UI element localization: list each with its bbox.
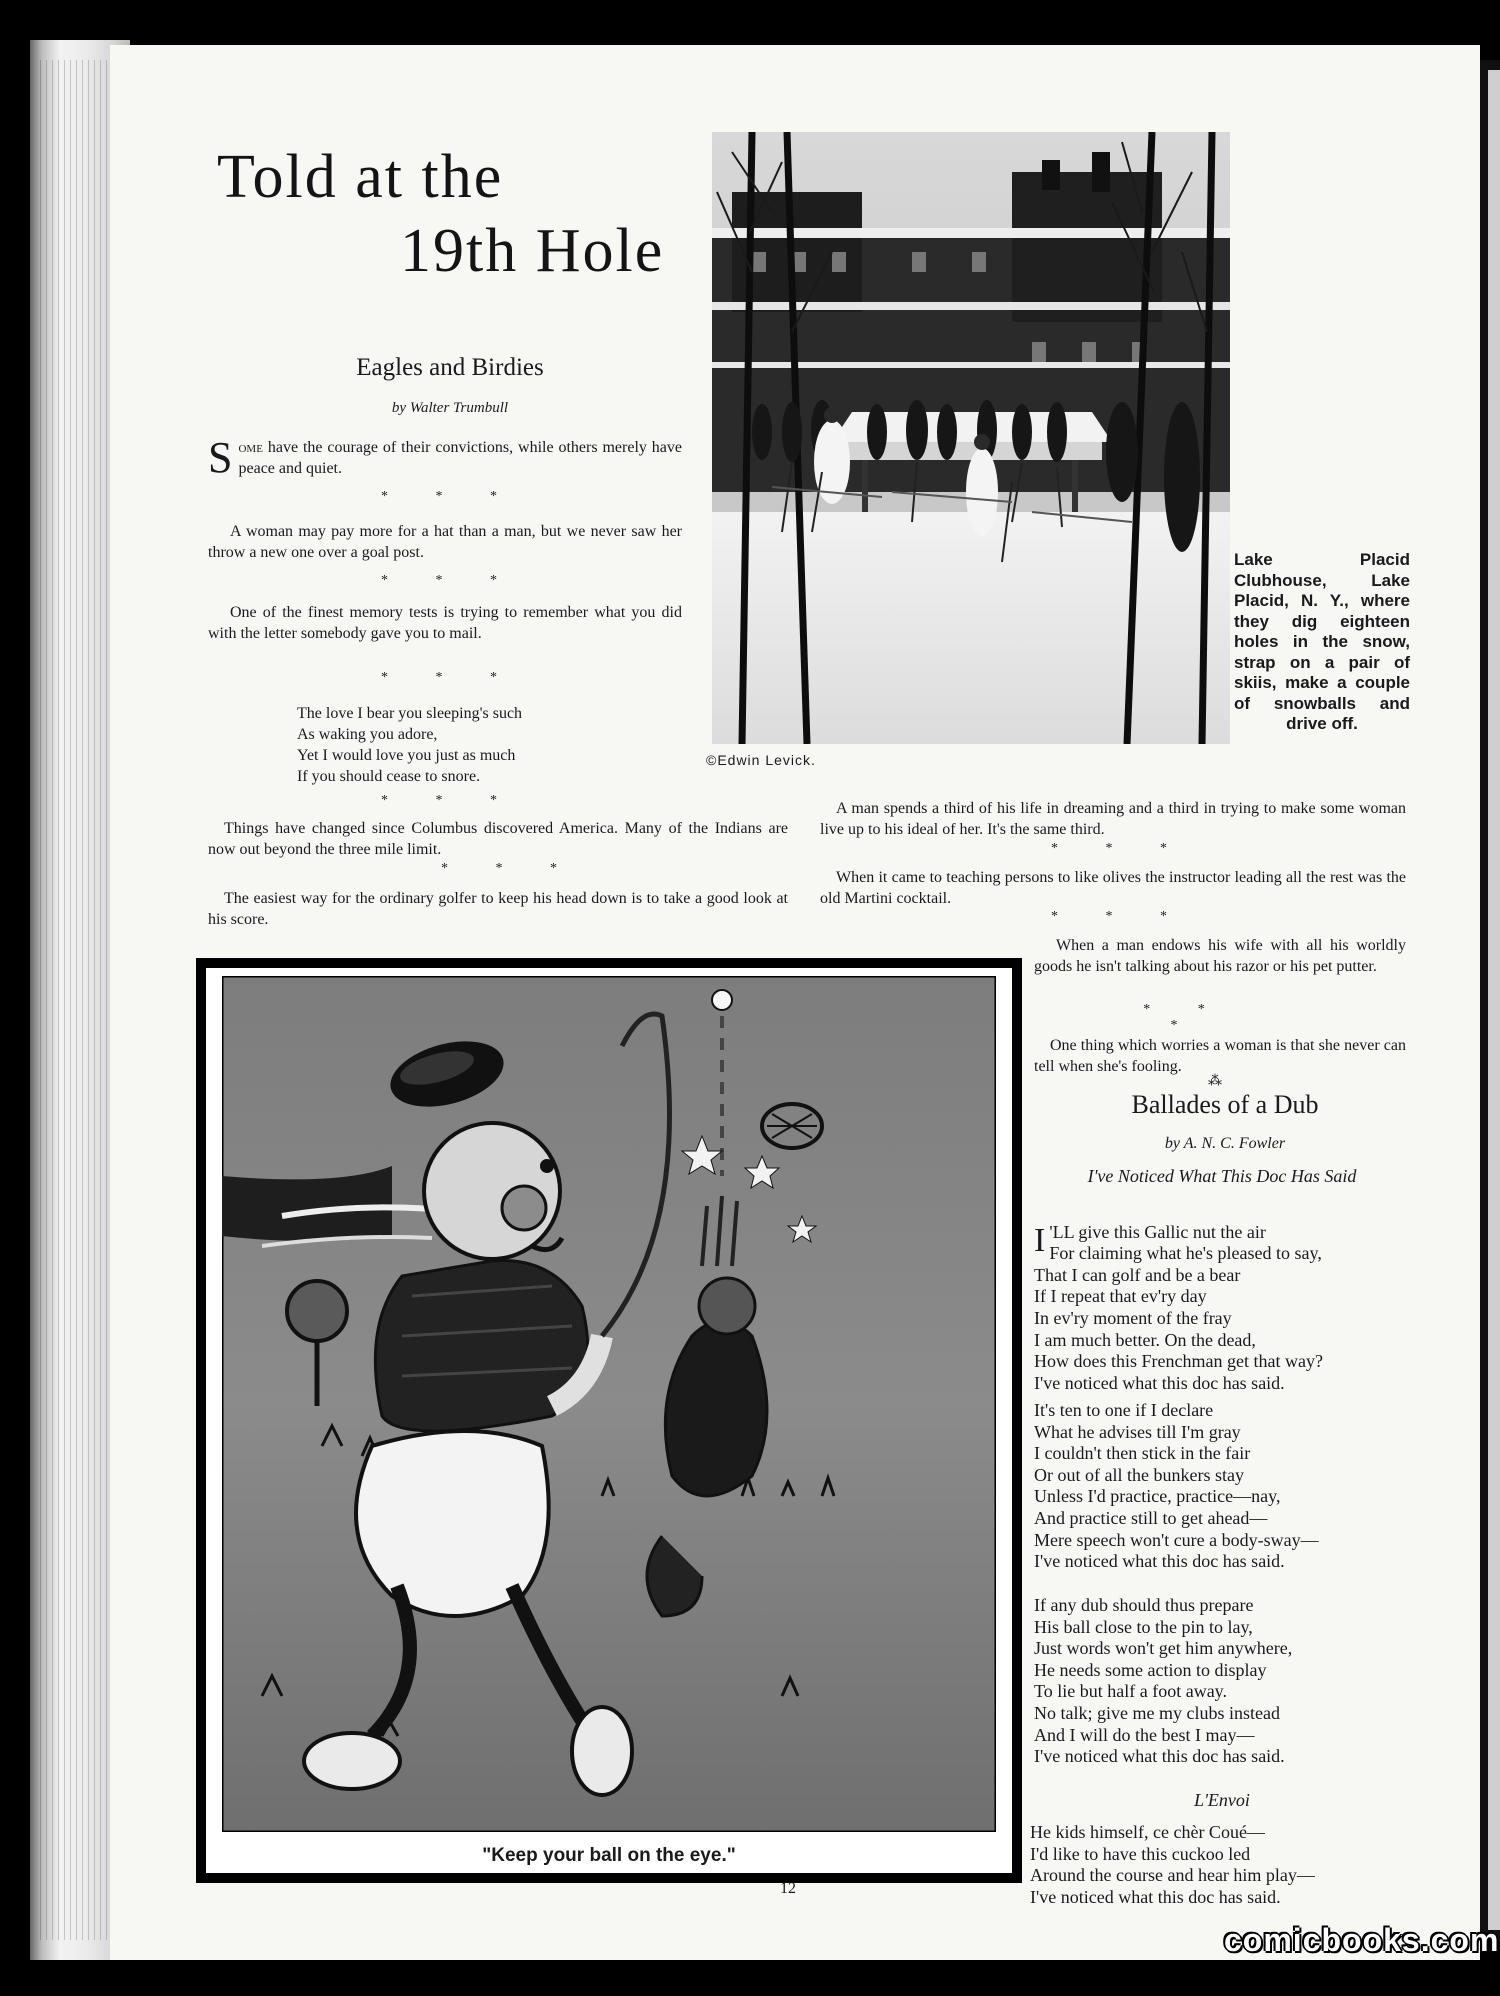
golfer-cartoon [222, 976, 996, 1832]
envoi-title: L'Envoi [1194, 1790, 1250, 1810]
article-byline: by Walter Trumbull [391, 400, 509, 416]
separator-stars: * * * [381, 573, 519, 588]
stanza-1-first-line: 'LL give this Gallic nut the air [1049, 1221, 1266, 1242]
page-title-line2: 19th Hole [400, 217, 665, 285]
ballades-byline: by A. N. C. Fowler [1164, 1135, 1286, 1152]
stanza-2: It's ten to one if I declare What he advises till I'm gray I couldn't then stick in the fair Or out of all the bunkers stay Unless I'd practice, practice—nay, And practice still to get ahead— Mere speech won't cure a body-sway— I've noticed what this doc has said. [1034, 1400, 1319, 1572]
separator-stars: * * * [381, 489, 519, 504]
paragraph-columbus: Things have changed since Columbus discovered America. Many of the Indians are now out beyond the three mile limit. [208, 820, 788, 858]
stanza-1 [1034, 1200, 1410, 1394]
paragraph-razor: When a man endows his wife with all his worldly goods he isn't talking about his razor or his pet putter. [1034, 937, 1406, 975]
separator-stars: * * * [1051, 909, 1189, 924]
clubhouse-photo-art [712, 132, 1230, 744]
clubhouse-photo [712, 132, 1230, 744]
poem-subtitle: I've Noticed What This Doc Has Said [1087, 1166, 1357, 1186]
stanza-dropcap: I [1034, 1221, 1046, 1259]
page-title-line1: Told at the [217, 143, 504, 211]
intro-text: have the courage of their convictions, while others merely have peace and quiet. [238, 439, 682, 477]
section-ornament: ⁂ [1208, 1074, 1222, 1089]
page-number: 12 [780, 1880, 796, 1897]
separator-stars: * * * [381, 670, 519, 685]
photo-credit: ©Edwin Levick. [706, 752, 816, 768]
cartoon-frame [196, 958, 1022, 1883]
stanza-3: If any dub should thus prepare His ball close to the pin to lay, Just words won't get him anywhere, He needs some action to display To lie but half a foot away. No talk; give me my clubs instead And I will do the best I may— I've noticed what this doc has said. [1034, 1595, 1293, 1767]
paragraph-memory: One of the finest memory tests is trying to remember what you did with the letter somebody gave you to mail. [208, 604, 682, 642]
verse-snore: The love I bear you sleeping's such As waking you adore, Yet I would love you just as much If you should cease to snore. [297, 705, 523, 785]
paragraph-hat: A woman may pay more for a hat than a man, but we never saw her throw a new one over a goal post. [208, 523, 682, 561]
page-edges [40, 60, 120, 1940]
paragraph-intro [208, 433, 682, 482]
paragraph-golfer: The easiest way for the ordinary golfer to keep his head down is to take a good look at his score. [208, 890, 788, 928]
ballades-heading: Ballades of a Dub [1131, 1090, 1319, 1119]
stanza-1-lines: For claiming what he's pleased to say, That I can golf and be a bear If I repeat that ev'ry day In ev'ry moment of the fray I am much better. On the dead, How does this Frenchman get that way? I've noticed what this doc has said. [1034, 1243, 1323, 1393]
separator-stars: * * * [1143, 1002, 1227, 1033]
paragraph-fooling: One thing which worries a woman is that she never can tell when she's fooling. [1034, 1037, 1406, 1075]
facing-page-edge [1488, 70, 1500, 1930]
watermark-logo: comicbooks.com [1224, 1922, 1500, 1958]
dropcap: S [208, 433, 233, 482]
photo-caption: Lake Placid Clubhouse, Lake Placid, N. Y., where they dig eighteen holes in the snow, strap on a pair of skiis, make a couple of snowballs and drive off. [1234, 550, 1410, 733]
cartoon-panel [206, 968, 1012, 1838]
separator-stars: * * * [441, 861, 579, 876]
separator-stars: * * * [1051, 841, 1189, 856]
article-heading: Eagles and Birdies [356, 354, 544, 381]
intro-smallcaps: ome [238, 439, 263, 456]
paragraph-olives: When it came to teaching persons to like olives the instructor leading all the rest was the old Martini cocktail. [820, 869, 1406, 907]
paragraph-third: A man spends a third of his life in dreaming and a third in trying to make some woman live up to his ideal of her. It's the same third. [820, 800, 1406, 838]
separator-stars: * * * [381, 793, 519, 808]
envoi-stanza: He kids himself, ce chèr Coué— I'd like to have this cuckoo led Around the course and hear him play— I've noticed what this doc has said. [1030, 1822, 1315, 1907]
cartoon-caption: "Keep your ball on the eye." [206, 1838, 1012, 1873]
